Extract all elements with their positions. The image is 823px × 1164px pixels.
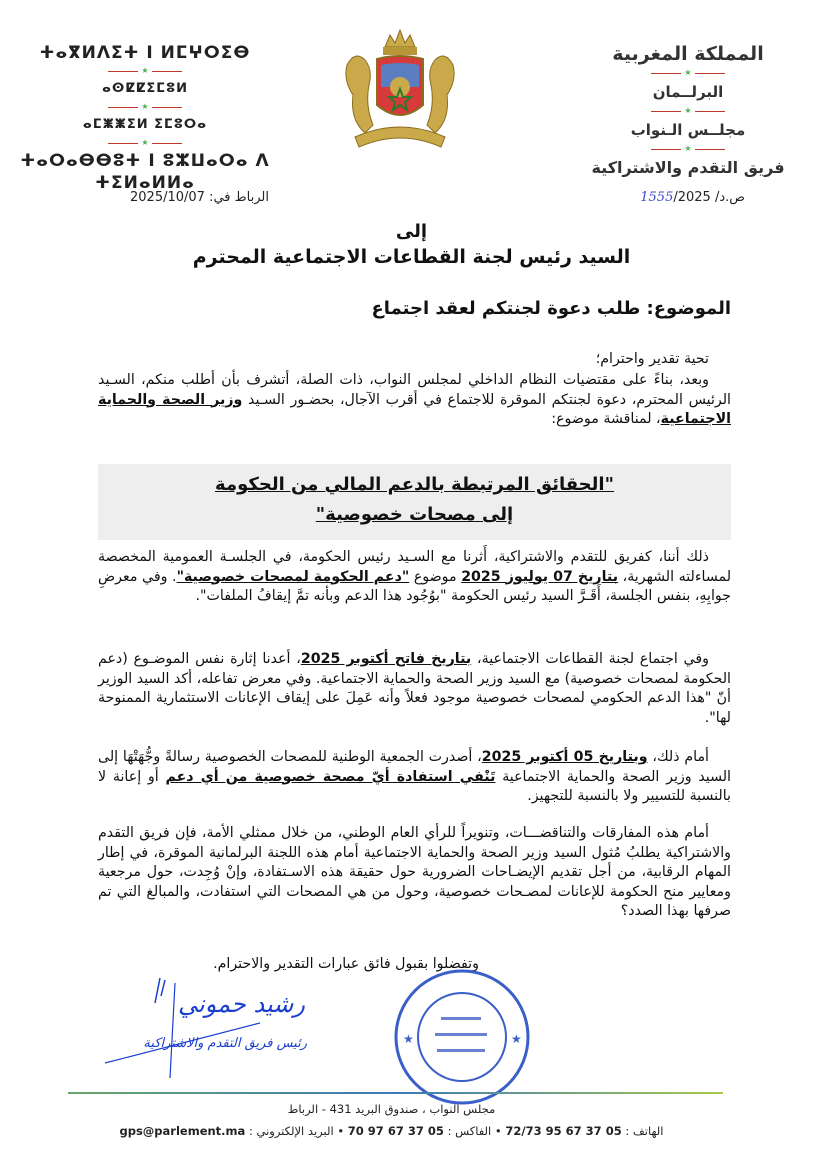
- text: ، أصدرت الجمعية الوطنية للمصحات الخصوصية رسالةً وجُّهَتْهَا إلى السيد وزير الصحة والحماية الاجتماعية: [98, 749, 732, 785]
- tifinagh-group: ⵜⴰⵔⴰⴱⴱⵓⵜ ⵏ ⵓⵣⵡⴰⵔⴰ ⴷ ⵜⵉⵍⴰⵍⵍⴰ: [20, 151, 270, 193]
- text: ، لمناقشة موضوع:: [551, 411, 661, 427]
- email-label: البريد الإلكتروني :: [248, 1124, 334, 1138]
- greeting: تحية تقدير واحترام؛: [595, 351, 709, 367]
- separator: [20, 102, 270, 112]
- topic-line-2: إلى مصحات خصوصية": [315, 504, 514, 525]
- star-icon: ★: [684, 144, 692, 153]
- fax: 05 37 67 97 70: [347, 1124, 444, 1138]
- ref-year: /2025: [673, 190, 711, 205]
- text: موضوع: [409, 568, 462, 585]
- paragraph-3: [98, 650, 731, 728]
- text: وفي اجتماع لجنة القطاعات الاجتماعية،: [471, 651, 710, 667]
- date-label: الرباط في:: [209, 190, 269, 205]
- ref-label: ص.د/: [714, 190, 745, 205]
- text: أمام ذلك،: [647, 749, 709, 765]
- separator: [20, 138, 270, 148]
- paragraph-5: أمام هذه المفارقات والتناقضـــات، وتنويراً للرأي العام الوطني، من خلال ممثلي الأمة، فإن فريق التقدم والاشتراكية يطلبُ مُثول السيد وزير الصحة والحماية الاجتماعية أمام هذه اللجنة البرلمانية الموقرة، في إطار المهام الرقابية، من أجل تقديم الإيضـاحات الضرورية حول حقيقة هذه الاسـتفادة، وإنْ وُجِدت، حول مرجعية ومعايير منح الحكومة للإعانات لمصـحات خصوصية، وحول من هي المصحات التي استفادت، والمبالغ التي تم صرفها بهذا الصدد؟: [98, 825, 731, 919]
- star-icon: ★: [141, 138, 149, 147]
- fax-label: الفاكس :: [447, 1124, 492, 1138]
- header-arabic: [573, 42, 803, 180]
- separator: [20, 66, 270, 76]
- bullet: •: [337, 1124, 345, 1138]
- footer-contacts: [60, 1120, 723, 1142]
- closing: وتفضلوا بقبول فائق عبارات التقدير والاحترام.: [213, 956, 479, 972]
- topic-quote-box: [98, 464, 731, 540]
- star-icon: ★: [684, 106, 692, 115]
- topic-emphasis: "دعم الحكومة لمصحات خصوصية": [176, 568, 410, 585]
- header-tifinagh: [20, 42, 270, 194]
- phone: 05 37 67 95 72/73: [505, 1124, 622, 1138]
- text: أو إعانة لا بالنسبة للتسيير ولا بالنسبة للتجهيز.: [98, 768, 731, 804]
- star-icon: ★: [684, 68, 692, 77]
- signature-stroke-icon: [85, 968, 315, 1078]
- chamber-name: مجلــس الـنواب: [630, 121, 746, 139]
- minister-title: وزير الصحة والحماية الاجتماعية: [98, 391, 731, 427]
- text: ذلك أننا، كفريق للتقدم والاشتراكية، أَثرنا مع السـيد رئيس الحكومة، في الجلسـة العمومية المخصصة لمساءلته الشهرية،: [98, 549, 732, 585]
- topic-line-1: "الحقائق المرتبطة بالدعم المالي من الحكومة: [215, 474, 614, 495]
- parliament-name: البرلــمان: [652, 83, 724, 101]
- bullet: •: [494, 1124, 502, 1138]
- paragraph-4: [98, 748, 731, 807]
- letter-date: [130, 190, 269, 205]
- footer-divider: [68, 1092, 723, 1094]
- text: وبعد، بناءً على مقتضيات النظام الداخلي لمجلس النواب، ذات الصلة، أتشرف بأن أطلب منكم، السـيد الرئيس المحترم، دعوة لجنتكم الموقرة للاجتماع في أقرب الآجال، بحضـور السـيد: [98, 372, 731, 408]
- signatory-title: رئيس فريق التقدم والاشتراكية: [143, 1036, 307, 1051]
- text: . وفي معرضِ جوابِهِ، بنفس الجلسة، أَقَـرَّ السيد رئيس الحكومة "بوُجُود هذا الدعم وبأنه تمَّ إيقافُ الملفات".: [98, 568, 731, 604]
- to-label: إلى: [395, 221, 428, 242]
- star-icon: ★: [141, 102, 149, 111]
- footer: [60, 1098, 723, 1142]
- svg-text:★: ★: [403, 1032, 414, 1046]
- addressee-block: [150, 220, 673, 270]
- date-emphasis: وبتاريخ 05 أكتوبر 2025: [481, 749, 648, 765]
- tifinagh-parliament: ⴰⵙⵇⵇⵉⵎⵓⵍ: [101, 81, 188, 96]
- star-icon: ★: [141, 66, 149, 75]
- subject-line: الموضوع: طلب دعوة لجنتكم لعقد اجتماع: [371, 298, 731, 319]
- paragraph-1: [98, 371, 731, 430]
- date-emphasis: بتاريخ 07 يوليوز 2025: [461, 568, 619, 585]
- official-stamp-icon: [377, 967, 547, 1107]
- phone-label: الهاتف :: [625, 1124, 664, 1138]
- footer-address: مجلس النواب ، صندوق البريد 431 - الرباط: [287, 1102, 496, 1116]
- denial-emphasis: تَنْفي استفادة أيّ مصحة خصوصية من أي دعم: [165, 768, 496, 785]
- separator: [573, 106, 803, 116]
- signature: [85, 968, 315, 1078]
- coat-of-arms-icon: [335, 25, 465, 160]
- tifinagh-kingdom: ⵜⴰⴳⵍⴷⵉⵜ ⵏ ⵍⵎⵖⵔⵉⴱ: [39, 43, 251, 63]
- recipient: السيد رئيس لجنة القطاعات الاجتماعية المحترم: [192, 246, 631, 268]
- ref-number-handwritten: 1555: [640, 190, 674, 205]
- separator: [573, 68, 803, 78]
- text: ، أعدنا إثارة نفس الموضـوع (دعم الحكومة لمصحات خصوصية) مع السيد وزير الصحة والحماية الاجتماعية. وفي معرض تفاعله، أكد السيد الوزير أنّ "هذا الدعم الحكومي لمصحات خصوصية موجود فعلاً وأنه عَمِلَ على إيقاف الإعانات الاستثمارية الممنوحة لها".: [98, 651, 731, 726]
- date-value: 2025/10/07: [130, 190, 205, 205]
- signatory-name: رشيد حموني: [178, 990, 305, 1018]
- reference-number: [640, 190, 745, 205]
- svg-text:★: ★: [511, 1032, 522, 1046]
- group-name: فريق التقدم والاشتراكية: [591, 158, 785, 177]
- paragraph-2: [98, 548, 731, 607]
- email-link[interactable]: gps@parlement.ma: [119, 1124, 246, 1138]
- tifinagh-chamber: ⴰⵎⵥⵥⵉⵍ ⵉⵎⵓⵔⴰ: [82, 117, 208, 132]
- date-emphasis: بتاريخ فاتح أكتوبر 2025: [300, 651, 472, 667]
- separator: [573, 144, 803, 154]
- kingdom-name: المملكة المغربية: [612, 43, 764, 65]
